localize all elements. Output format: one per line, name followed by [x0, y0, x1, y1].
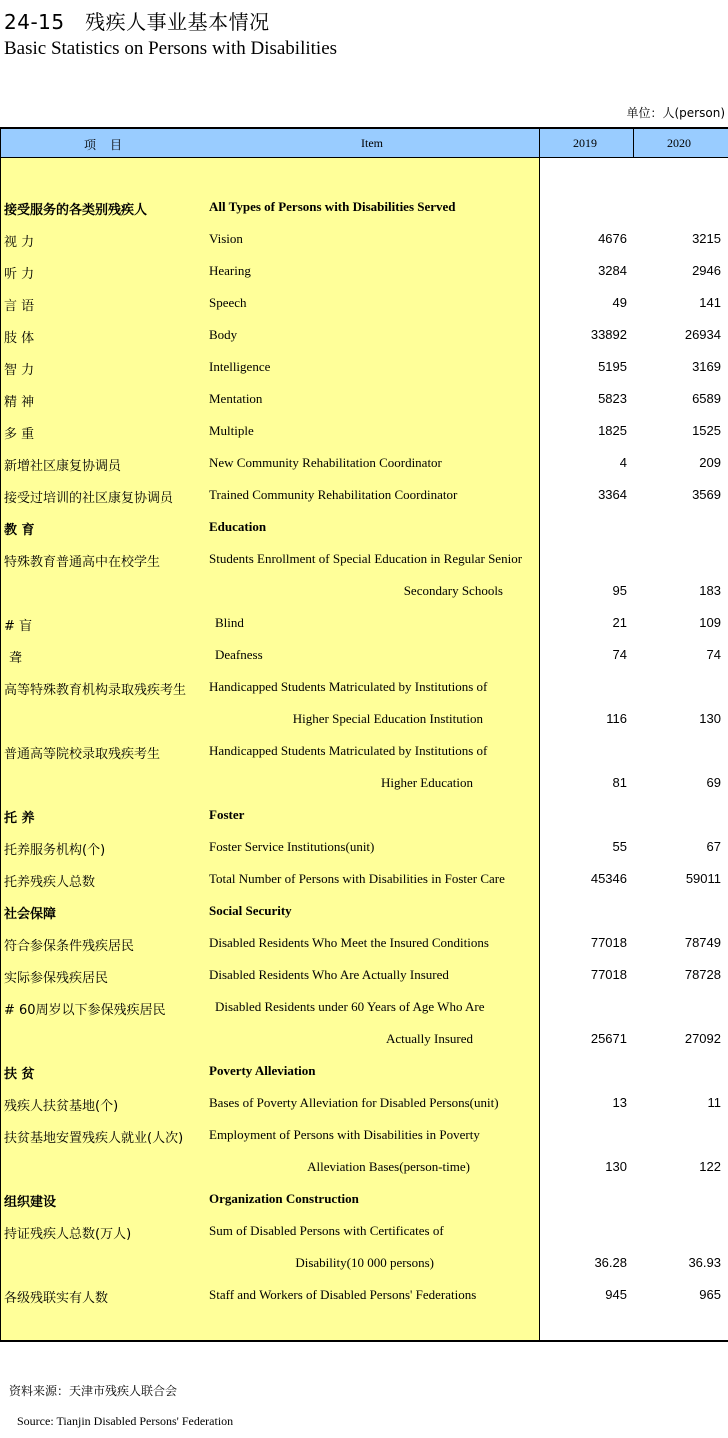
row-value-2019: 81 [612, 775, 627, 790]
row-label-cn: 托养残疾人总数 [4, 875, 96, 890]
row-label-en: Trained Community Rehabilitation Coordinator [209, 487, 458, 502]
row-label-en: Disabled Residents under 60 Years of Age Who Are [215, 999, 485, 1014]
row-value-2020: 3569 [692, 487, 721, 502]
row-label-en: Disability(10 000 persons) [295, 1255, 434, 1270]
row-value-2019: 95 [612, 583, 627, 598]
table-row [0, 487, 728, 519]
row-label-en: Body [209, 327, 238, 342]
row-label-cn: 接受服务的各类别残疾人 [4, 203, 148, 218]
table-row [0, 455, 728, 487]
row-value-2020: 183 [699, 583, 721, 598]
table-row [0, 1063, 728, 1095]
row-value-2019: 45346 [590, 871, 627, 886]
row-value-2019: 77018 [590, 967, 627, 982]
row-value-2019: 13 [612, 1095, 627, 1110]
row-label-cn: 社会保障 [4, 907, 57, 922]
row-label-cn: 符合参保条件残疾居民 [4, 939, 135, 954]
row-label-cn: 精 神 [4, 395, 35, 410]
row-label-en: Deafness [215, 647, 263, 662]
row-label-en: Actually Insured [385, 1031, 473, 1046]
row-value-2019: 5195 [598, 359, 627, 374]
table-row [0, 1159, 728, 1191]
row-label-cn: 扶 贫 [4, 1067, 35, 1082]
row-label-cn: 持证残疾人总数(万人) [4, 1227, 132, 1242]
table-row [0, 679, 728, 711]
table-row [0, 903, 728, 935]
table-row [0, 1095, 728, 1127]
row-label-cn: 接受过培训的社区康复协调员 [4, 491, 174, 506]
row-label-en: Multiple [209, 423, 254, 438]
row-label-en: Blind [215, 615, 244, 630]
row-label-en: Bases of Poverty Alleviation for Disabled Persons(unit) [209, 1095, 499, 1110]
row-label-en: Handicapped Students Matriculated by Institutions of [209, 679, 488, 694]
table-row [0, 743, 728, 775]
table-row [0, 711, 728, 743]
header-item: Item [361, 136, 383, 150]
row-value-2019: 1825 [598, 423, 627, 438]
row-label-cn: 实际参保残疾居民 [4, 971, 109, 986]
row-value-2019: 5823 [598, 391, 627, 406]
table-row [0, 391, 728, 423]
row-label-cn: 聋 [9, 651, 23, 666]
row-label-cn: 托 养 [4, 811, 35, 826]
row-label-en: Vision [209, 231, 243, 246]
page-title-cn: 24-15 残疾人事业基本情况 [4, 10, 270, 34]
table-bottom-rule [0, 1340, 728, 1342]
row-label-en: Education [209, 519, 267, 534]
row-label-cn: 教 育 [4, 523, 35, 538]
row-label-en: Students Enrollment of Special Education in Regular Senior [209, 551, 523, 566]
row-value-2019: 3364 [598, 487, 627, 502]
row-value-2019: 130 [605, 1159, 627, 1174]
table-top-rule [0, 127, 728, 129]
table-row [0, 1127, 728, 1159]
row-label-cn: # 盲 [4, 619, 33, 634]
row-value-2020: 36.93 [688, 1255, 721, 1270]
table-row [0, 359, 728, 391]
table-row [0, 871, 728, 903]
row-label-en: Handicapped Students Matriculated by Institutions of [209, 743, 488, 758]
row-value-2020: 3169 [692, 359, 721, 374]
row-label-en: Intelligence [209, 359, 271, 374]
row-value-2020: 122 [699, 1159, 721, 1174]
row-label-en: Foster Service Institutions(unit) [209, 839, 375, 854]
row-value-2020: 1525 [692, 423, 721, 438]
header-year-2019: 2019 [573, 136, 597, 150]
row-label-cn: 肢 体 [4, 331, 35, 346]
row-value-2019: 3284 [598, 263, 627, 278]
row-label-en: Alleviation Bases(person-time) [307, 1159, 470, 1174]
table-row [0, 519, 728, 551]
row-value-2020: 11 [707, 1095, 721, 1110]
table-row [0, 967, 728, 999]
row-label-cn: 特殊教育普通高中在校学生 [4, 555, 161, 570]
table-row [0, 199, 728, 231]
row-value-2020: 109 [699, 615, 721, 630]
row-value-2019: 945 [605, 1287, 627, 1302]
row-label-en: New Community Rehabilitation Coordinator [209, 455, 442, 470]
table-row [0, 615, 728, 647]
row-value-2020: 27092 [684, 1031, 721, 1046]
row-value-2020: 6589 [692, 391, 721, 406]
table-row [0, 935, 728, 967]
row-value-2020: 26934 [684, 327, 721, 342]
row-label-cn: # 60周岁以下参保残疾居民 [4, 1003, 166, 1018]
table-row [0, 1191, 728, 1223]
row-value-2019: 33892 [590, 327, 627, 342]
table-row [0, 839, 728, 871]
row-label-en: Poverty Alleviation [209, 1063, 316, 1078]
row-value-2020: 209 [699, 455, 721, 470]
row-value-2019: 49 [612, 295, 627, 310]
table-header-rule [0, 157, 728, 158]
row-label-en: Staff and Workers of Disabled Persons' Federations [209, 1287, 477, 1302]
table-row [0, 1287, 728, 1319]
table-row [0, 1255, 728, 1287]
row-label-en: Higher Special Education Institution [292, 711, 483, 726]
table-row [0, 1223, 728, 1255]
row-value-2020: 59011 [685, 871, 721, 886]
row-label-en: Sum of Disabled Persons with Certificates of [209, 1223, 444, 1238]
row-label-cn: 视 力 [4, 235, 35, 250]
row-label-cn: 各级残联实有人数 [4, 1291, 109, 1306]
row-label-cn: 听 力 [4, 267, 35, 282]
table-row [0, 263, 728, 295]
row-value-2019: 55 [612, 839, 627, 854]
row-label-cn: 残疾人扶贫基地(个) [4, 1099, 119, 1114]
header-year-2020: 2020 [667, 136, 691, 150]
row-label-cn: 多 重 [4, 427, 35, 442]
row-label-en: Employment of Persons with Disabilities in Poverty [209, 1127, 480, 1142]
row-value-2020: 74 [706, 647, 721, 662]
table-row [0, 423, 728, 455]
header-cn-item: 项目 [84, 138, 137, 152]
row-label-en: All Types of Persons with Disabilities Served [209, 199, 456, 214]
table-row [0, 231, 728, 263]
table-row [0, 327, 728, 359]
row-value-2019: 21 [612, 615, 627, 630]
row-value-2020: 69 [706, 775, 721, 790]
row-value-2019: 36.28 [594, 1255, 627, 1270]
row-label-en: Total Number of Persons with Disabilities in Foster Care [209, 871, 505, 886]
row-label-en: Disabled Residents Who Meet the Insured Conditions [209, 935, 489, 950]
row-label-en: Higher Education [380, 775, 473, 790]
table-row [0, 583, 728, 615]
row-value-2019: 25671 [590, 1031, 627, 1046]
table-row [0, 295, 728, 327]
row-value-2019: 4676 [598, 231, 627, 246]
row-label-cn: 托养服务机构(个) [4, 843, 106, 858]
row-label-en: Organization Construction [209, 1191, 359, 1206]
row-label-en: Speech [209, 295, 247, 310]
row-label-en: Secondary Schools [403, 583, 503, 598]
row-label-cn: 普通高等院校录取残疾考生 [4, 747, 161, 762]
page-title-en: Basic Statistics on Persons with Disabilities [4, 38, 338, 59]
row-value-2020: 141 [699, 295, 721, 310]
row-value-2019: 74 [612, 647, 627, 662]
row-value-2020: 67 [706, 839, 721, 854]
row-value-2020: 130 [699, 711, 721, 726]
table-row [0, 999, 728, 1031]
table-row [0, 807, 728, 839]
source-note-en: Source: Tianjin Disabled Persons' Federation [17, 1414, 234, 1428]
row-value-2020: 2946 [692, 263, 721, 278]
table-row [0, 1031, 728, 1063]
source-note-cn: 资料来源：天津市残疾人联合会 [9, 1384, 178, 1398]
row-label-en: Mentation [209, 391, 263, 406]
row-value-2020: 78728 [684, 967, 721, 982]
unit-label: 单位：人(person) [626, 106, 725, 120]
row-label-cn: 新增社区康复协调员 [4, 459, 122, 474]
table-row [0, 775, 728, 807]
row-label-en: Social Security [209, 903, 292, 918]
table-row [0, 647, 728, 679]
row-label-en: Hearing [209, 263, 251, 278]
row-label-cn: 扶贫基地安置残疾人就业(人次) [4, 1131, 184, 1146]
row-label-cn: 高等特殊教育机构录取残疾考生 [4, 683, 187, 698]
row-value-2019: 116 [606, 711, 627, 726]
row-value-2019: 77018 [590, 935, 627, 950]
row-label-cn: 智 力 [4, 363, 35, 378]
row-value-2020: 78749 [684, 935, 721, 950]
row-value-2019: 4 [619, 455, 627, 470]
table-row [0, 551, 728, 583]
row-value-2020: 965 [699, 1287, 721, 1302]
row-label-cn: 言 语 [4, 299, 35, 314]
header-year-divider [633, 129, 634, 157]
row-value-2020: 3215 [692, 231, 721, 246]
row-label-en: Foster [209, 807, 245, 822]
row-label-en: Disabled Residents Who Are Actually Insured [209, 967, 449, 982]
row-label-cn: 组织建设 [4, 1195, 57, 1210]
